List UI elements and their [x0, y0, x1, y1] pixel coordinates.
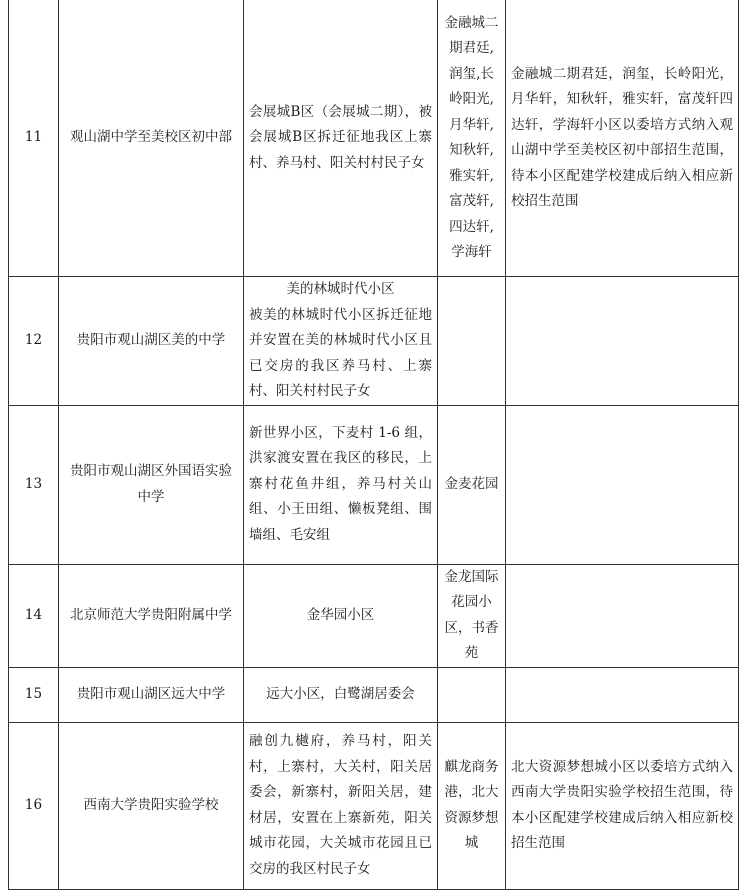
extended-zone: 金融城二期君廷,润玺,长岭阳光,月华轩,知秋轩,雅实轩,富茂轩,四达轩,学海轩 [438, 0, 506, 277]
extended-zone [438, 667, 506, 722]
school-name: 北京师范大学贵阳附属中学 [59, 564, 244, 667]
row-number: 12 [9, 277, 59, 406]
school-name: 贵阳市观山湖区外国语实验中学 [59, 405, 244, 564]
table-row [9, 0, 739, 277]
table-row [9, 722, 739, 889]
extended-zone [438, 277, 506, 406]
table-row [9, 564, 739, 667]
extended-zone: 金麦花园 [438, 405, 506, 564]
zone-area-title: 美的林城时代小区 [286, 281, 395, 297]
school-name: 贵阳市观山湖区美的中学 [59, 277, 244, 406]
zone-area-text: 被美的林城时代小区拆迁征地并安置在美的林城时代小区且已交房的我区养马村、上寨村、阳关村村民子女 [249, 306, 432, 399]
zone-area: 金华园小区 [244, 564, 438, 667]
zone-note: 北大资源梦想城小区以委培方式纳入西南大学贵阳实验学校招生范围，待本小区配建学校建成后纳入相应新校招生范围 [506, 722, 739, 889]
table-row [9, 277, 739, 406]
zone-note [506, 667, 739, 722]
school-name: 观山湖中学至美校区初中部 [59, 0, 244, 277]
school-name: 西南大学贵阳实验学校 [59, 722, 244, 889]
zone-area: 远大小区，白鹭湖居委会 [244, 667, 438, 722]
zone-note [506, 277, 739, 406]
zone-note [506, 405, 739, 564]
school-zoning-table [8, 0, 739, 890]
school-name: 贵阳市观山湖区远大中学 [59, 667, 244, 722]
row-number: 11 [9, 0, 59, 277]
zone-area: 融创九樾府，养马村，阳关村，上寨村，大关村，阳关居委会，新寨村，新阳关居，建材居，安置在上寨新苑，阳关城市花园，大关城市花园且已交房的我区村民子女 [244, 722, 438, 889]
zone-note: 金融城二期君廷，润玺，长岭阳光，月华轩，知秋轩，雅实轩，富茂轩四达轩，学海轩小区以委培方式纳入观山湖中学至美校区初中部招生范围，待本小区配建学校建成后纳入相应新校招生范围 [506, 0, 739, 277]
extended-zone: 金龙国际花园小区，书香苑 [438, 564, 506, 667]
row-number: 16 [9, 722, 59, 889]
zone-note [506, 564, 739, 667]
zone-area: 会展城B区（会展城二期），被会展城B区拆迁征地我区上寨村、养马村、阳关村村民子女 [244, 0, 438, 277]
row-number: 14 [9, 564, 59, 667]
table-row [9, 405, 739, 564]
zone-area [244, 277, 438, 406]
table-row [9, 667, 739, 722]
zone-area: 新世界小区，下麦村 1-6 组，洪家渡安置在我区的移民，上寨村花鱼井组，养马村关山组、小王田组、懒板凳组、围墙组、毛安组 [244, 405, 438, 564]
row-number: 13 [9, 405, 59, 564]
extended-zone: 麒龙商务港，北大资源梦想城 [438, 722, 506, 889]
row-number: 15 [9, 667, 59, 722]
